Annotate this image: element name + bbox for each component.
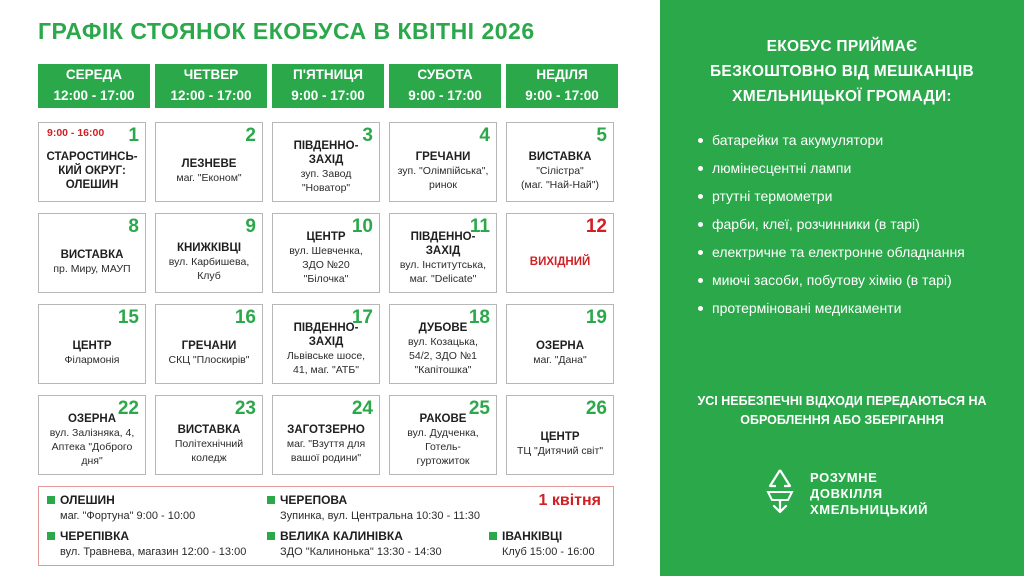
stop-address: Львівське шосе, <box>286 350 366 362</box>
calendar-cell <box>155 395 263 475</box>
extra-stops-box <box>38 486 614 566</box>
stop-place: СТАРОСТИНСЬ- <box>46 151 138 163</box>
day-hours: 9:00 - 17:00 <box>408 88 482 103</box>
stop-address: вул. Карбишева, <box>168 256 250 268</box>
stop-address: зуп. "Олімпійська", <box>397 165 489 177</box>
stop-place: КНИЖКІВЦІ <box>176 242 242 254</box>
day-number: 10 <box>351 216 373 237</box>
stop-place: ОЛЕШИН <box>65 179 119 191</box>
calendar-cell <box>272 213 380 293</box>
stop-place: ЦЕНТР <box>540 431 580 443</box>
stop-place: ГРЕЧАНИ <box>415 151 471 163</box>
day-name: П'ЯТНИЦЯ <box>293 67 363 82</box>
calendar-cell <box>389 122 497 202</box>
calendar-cell <box>38 395 146 475</box>
calendar-cell <box>155 122 263 202</box>
day-number: 1 <box>128 125 139 146</box>
day-number: 22 <box>117 398 139 419</box>
day-hours: 12:00 - 17:00 <box>170 88 252 103</box>
stop-place: ЦЕНТР <box>306 231 346 243</box>
day-number: 8 <box>128 216 139 237</box>
stop-address: вашої родини" <box>290 452 362 464</box>
calendar-cell <box>155 213 263 293</box>
calendar-cell <box>155 304 263 384</box>
logo-line: ХМЕЛЬНИЦЬКИЙ <box>810 502 929 517</box>
stop-place: ПІВДЕННО- <box>293 322 359 334</box>
day-number: 5 <box>596 125 607 146</box>
day-name: ЧЕТВЕР <box>183 67 239 82</box>
day-number: 25 <box>468 398 490 419</box>
cell-content <box>42 143 142 199</box>
extra-stop <box>267 493 480 522</box>
stop-place: ВИСТАВКА <box>177 424 241 436</box>
stop-address: Філармонія <box>64 354 120 366</box>
heading-line: БЕЗКОШТОВНО ВІД МЕШКАНЦІВ <box>709 63 974 80</box>
stop-place: ЗАХІД <box>308 336 344 348</box>
stop-address: 54/2, ЗДО №1 <box>409 350 477 362</box>
extra-stop-details: ЗДО "Калинонька" 13:30 - 14:30 <box>280 546 442 558</box>
stop-address: вул. Інститутська, <box>399 259 487 271</box>
stop-place: ОЗЕРНА <box>535 340 585 352</box>
calendar-cell <box>389 213 497 293</box>
calendar-cell <box>389 304 497 384</box>
stop-address: "Сілістра" <box>536 165 584 177</box>
cell-content <box>159 416 259 472</box>
cell-content <box>42 408 142 472</box>
info-panel <box>660 0 1024 576</box>
stop-address: ринок <box>429 179 457 191</box>
day-number: 19 <box>585 307 607 328</box>
cell-content <box>393 408 493 472</box>
stop-address: маг. "Економ" <box>176 172 242 184</box>
extra-stop <box>47 493 195 522</box>
hazard-note <box>682 392 1002 430</box>
stop-address: Політехнічний <box>174 438 244 450</box>
cell-content <box>393 317 493 381</box>
heading-line: ЕКОБУС ПРИЙМАЄ <box>766 38 918 55</box>
cell-content <box>276 226 376 290</box>
stop-address: ЗДО №20 <box>302 259 350 271</box>
stop-place: ГРЕЧАНИ <box>181 340 237 352</box>
stop-place: ВИСТАВКА <box>528 151 592 163</box>
cell-content <box>42 234 142 290</box>
calendar-cell <box>38 213 146 293</box>
extra-stop-name: ІВАНКІВЦІ <box>502 529 563 543</box>
green-square-icon <box>47 532 55 540</box>
extra-stop-details: Зупинка, вул. Центральна 10:30 - 11:30 <box>280 510 481 522</box>
logo-line: ДОВКІЛЛЯ <box>810 486 883 501</box>
stop-address: "Капітошка" <box>414 364 472 376</box>
stop-address: ТЦ "Дитячий світ" <box>516 445 604 457</box>
stop-place: ОЗЕРНА <box>67 413 117 425</box>
cell-content <box>276 317 376 381</box>
cell-content <box>276 416 376 472</box>
day-name: СЕРЕДА <box>65 67 123 82</box>
day-number: 16 <box>234 307 256 328</box>
day-hours: 9:00 - 17:00 <box>291 88 365 103</box>
stop-address: Аптека "Доброго <box>51 441 133 453</box>
accepted-item: миючі засоби, побутову хімію (в тарі) <box>698 266 1014 294</box>
accepted-heading <box>682 34 1002 109</box>
day-number: 2 <box>245 125 256 146</box>
green-square-icon <box>267 532 275 540</box>
stop-address: 41, маг. "АТБ" <box>293 364 359 376</box>
calendar-cell <box>272 304 380 384</box>
cell-content <box>276 135 376 199</box>
stop-address: (маг. "Най-Най") <box>521 179 599 191</box>
cell-content <box>393 226 493 290</box>
stop-address: маг. "Delicate" <box>409 273 477 285</box>
stop-place: ЗАГОТЗЕРНО <box>287 424 365 436</box>
stop-place: ВИСТАВКА <box>60 249 124 261</box>
day-header-wednesday <box>38 64 150 108</box>
day-number: 9 <box>245 216 256 237</box>
stop-address: гуртожиток <box>416 455 470 467</box>
stop-place: ВИХІДНИЙ <box>529 256 591 268</box>
accepted-item: люмінесцентні лампи <box>698 154 1014 182</box>
day-number: 18 <box>468 307 490 328</box>
stop-address: вул. Козацька, <box>408 336 478 348</box>
note-line: УСІ НЕБЕЗПЕЧНІ ВІДХОДИ ПЕРЕДАЮТЬСЯ НА <box>697 394 987 408</box>
extra-stop-name: ЧЕРЕПОВА <box>280 493 348 507</box>
calendar-cell <box>506 213 614 293</box>
stop-place: РАКОВЕ <box>419 413 467 425</box>
stop-place: КИЙ ОКРУГ: <box>58 165 126 177</box>
cell-content <box>159 325 259 381</box>
stop-address: пр. Миру, МАУП <box>53 263 131 275</box>
calendar-cell <box>272 122 380 202</box>
stop-place: ДУБОВЕ <box>418 322 468 334</box>
stop-address: дня" <box>81 455 103 467</box>
day-number: 24 <box>351 398 373 419</box>
stop-address: Готель- <box>425 441 461 453</box>
cell-content <box>510 234 610 290</box>
stop-address: коледж <box>191 452 227 464</box>
stop-address: Клуб <box>197 270 221 282</box>
calendar-cell <box>272 395 380 475</box>
stop-place: ПІВДЕННО- <box>410 231 476 243</box>
day-hours: 12:00 - 17:00 <box>53 88 135 103</box>
day-number: 11 <box>469 216 490 237</box>
stop-address: вул. Залізняка, 4, <box>49 427 135 439</box>
cell-content <box>159 143 259 199</box>
note-line: ОБРОБЛЕННЯ АБО ЗБЕРІГАННЯ <box>740 413 944 427</box>
stop-address: "Новатор" <box>301 182 351 194</box>
day-number: 12 <box>585 216 607 237</box>
day-hours: 9:00 - 17:00 <box>525 88 599 103</box>
accepted-items-list <box>698 126 1014 322</box>
stop-place: ЗАХІД <box>308 154 344 166</box>
extra-stop <box>489 529 595 558</box>
extra-stop-name: ВЕЛИКА КАЛИНІВКА <box>280 529 403 543</box>
cell-content <box>510 325 610 381</box>
green-square-icon <box>47 496 55 504</box>
green-square-icon <box>267 496 275 504</box>
day-number: 17 <box>351 307 373 328</box>
extra-stop-details: Клуб 15:00 - 16:00 <box>502 546 595 558</box>
day-number: 15 <box>117 307 139 328</box>
stop-place: ЗАХІД <box>425 245 461 257</box>
cell-content <box>510 416 610 472</box>
extra-stop-details: вул. Травнева, магазин 12:00 - 13:00 <box>60 546 247 558</box>
day-number: 23 <box>234 398 256 419</box>
day-header-sunday <box>506 64 618 108</box>
cell-content <box>159 234 259 290</box>
heading-line: ХМЕЛЬНИЦЬКОЇ ГРОМАДИ: <box>732 88 952 105</box>
stop-place: ПІВДЕННО- <box>293 140 359 152</box>
day-name: НЕДІЛЯ <box>536 67 588 82</box>
day-header-thursday <box>155 64 267 108</box>
stop-address: "Білочка" <box>303 273 349 285</box>
stop-address: вул. Дудченка, <box>407 427 479 439</box>
extra-stop-name: ЧЕРЕПІВКА <box>60 529 130 543</box>
extra-stop-details: маг. "Фортуна" 9:00 - 10:00 <box>60 510 196 522</box>
accepted-item: ртутні термометри <box>698 182 1014 210</box>
calendar-cell <box>506 304 614 384</box>
stop-address: маг. "Дана" <box>533 354 587 366</box>
cell-content <box>393 143 493 199</box>
accepted-item: фарби, клеї, розчинники (в тарі) <box>698 210 1014 238</box>
calendar-cell <box>506 122 614 202</box>
day-header-friday <box>272 64 384 108</box>
day-header-saturday <box>389 64 501 108</box>
green-square-icon <box>489 532 497 540</box>
calendar-cell <box>38 122 146 202</box>
day-number: 3 <box>362 125 373 146</box>
logo-line: РОЗУМНЕ <box>810 470 878 485</box>
calendar-cell <box>389 395 497 475</box>
day-name: СУБОТА <box>417 67 473 82</box>
accepted-item: протерміновані медикаменти <box>698 294 1014 322</box>
calendar-cell <box>38 304 146 384</box>
accepted-item: батарейки та акумулятори <box>698 126 1014 154</box>
stop-place: ЛЕЗНЕВЕ <box>181 158 237 170</box>
extra-stop <box>47 529 246 558</box>
stop-place: ЦЕНТР <box>72 340 112 352</box>
extra-date: 1 квітня <box>538 492 601 509</box>
day-number: 26 <box>585 398 607 419</box>
recycle-logo-icon <box>762 466 798 516</box>
extra-stop-name: ОЛЕШИН <box>60 493 115 507</box>
stop-address: вул. Шевченка, <box>289 245 363 257</box>
cell-content <box>510 143 610 199</box>
stop-address: маг. "Взуття для <box>286 438 366 450</box>
calendar-cell <box>506 395 614 475</box>
stop-address: СКЦ "Плоскирів" <box>168 354 250 366</box>
accepted-item: електричне та електронне обладнання <box>698 238 1014 266</box>
logo-text <box>810 470 928 518</box>
day-number: 4 <box>479 125 490 146</box>
special-hours: 9:00 - 16:00 <box>47 127 105 139</box>
extra-stop <box>267 529 442 558</box>
cell-content <box>42 325 142 381</box>
page-title: ГРАФІК СТОЯНОК ЕКОБУСА В КВІТНІ 2026 <box>38 18 535 44</box>
stop-address: зуп. Завод <box>300 168 352 180</box>
